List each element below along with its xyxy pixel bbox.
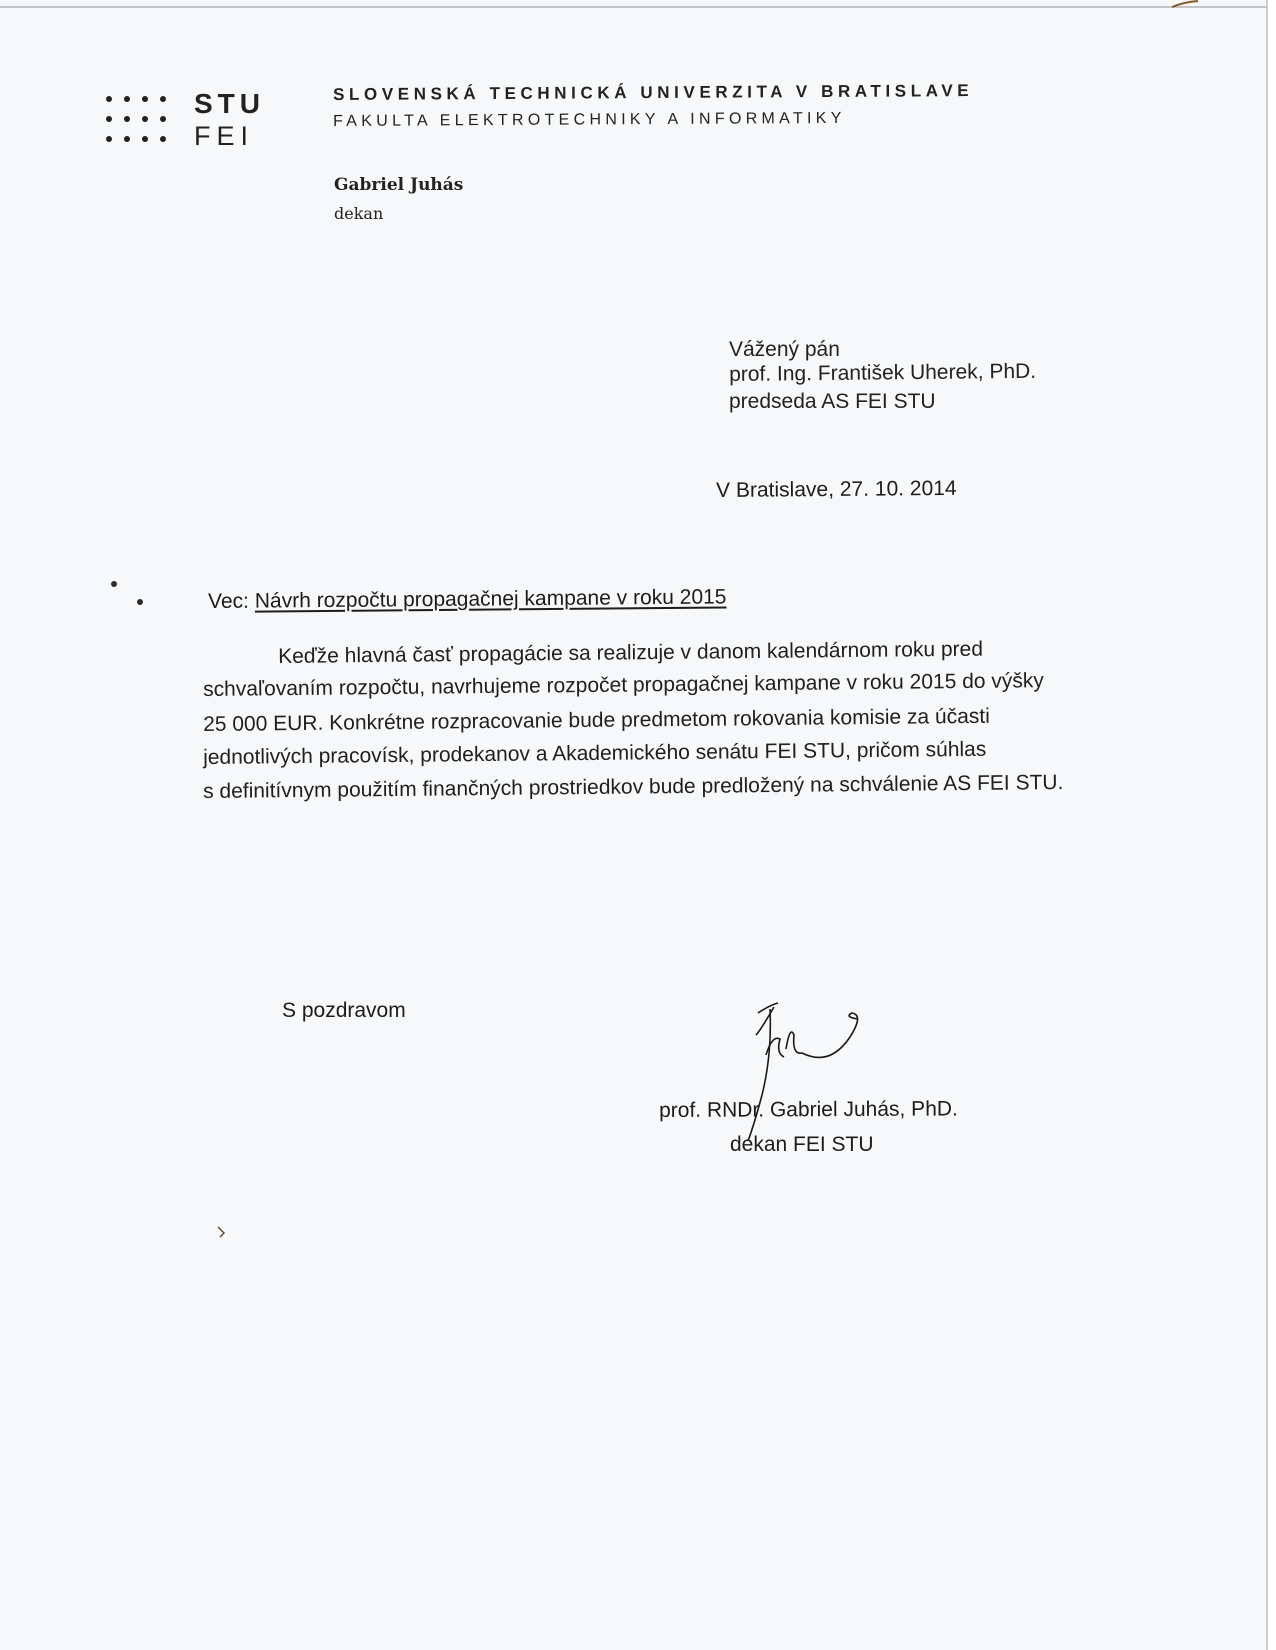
- recipient-role: predseda AS FEI STU: [729, 390, 936, 413]
- paper-speck: [216, 1225, 228, 1239]
- subject-text: Návrh rozpočtu propagačnej kampane v roku 2015: [254, 585, 727, 613]
- subject-label: Vec:: [208, 589, 250, 613]
- closing-greeting: S pozdravom: [282, 999, 406, 1022]
- body-line: Keďže hlavná časť propagácie sa realizuje v danom kalendárnom roku pred: [278, 637, 984, 668]
- signatory-name: prof. RNDr. Gabriel Juhás, PhD.: [659, 1097, 958, 1122]
- sender-role: dekan: [334, 204, 384, 223]
- margin-dot: [137, 599, 143, 605]
- recipient-name: prof. Ing. František Uherek, PhD.: [729, 359, 1037, 386]
- sender-name: Gabriel Juhás: [334, 175, 464, 195]
- corner-scan-mark: [1170, 0, 1200, 8]
- faculty-name: FAKULTA ELEKTROTECHNIKY A INFORMATIKY: [333, 109, 846, 130]
- body-line: schvaľovaním rozpočtu, navrhujeme rozpočet propagačnej kampane v roku 2015 do výšky: [203, 669, 1044, 701]
- letter-date: V Bratislave, 27. 10. 2014: [716, 476, 957, 502]
- margin-dot: [111, 581, 117, 587]
- body-line: s definitívnym použitím finančných prostriedkov bude predložený na schválenie AS FEI STU.: [203, 770, 1064, 803]
- stu-logo-dots: [106, 96, 172, 144]
- logo-fei-text: FEI: [194, 121, 255, 151]
- handwritten-signature: [740, 995, 880, 1145]
- subject-line: [208, 585, 727, 614]
- body-line: jednotlivých pracovísk, prodekanov a Akademického senátu FEI STU, pričom súhlas: [203, 737, 987, 769]
- recipient-salutation: Vážený pán: [729, 338, 840, 361]
- logo-stu-text: STU: [194, 88, 265, 119]
- university-name: SLOVENSKÁ TECHNICKÁ UNIVERZITA V BRATISLAVE: [333, 81, 974, 104]
- signatory-role: dekan FEI STU: [730, 1133, 874, 1156]
- scan-top-edge: [0, 6, 1266, 8]
- body-line: 25 000 EUR. Konkrétne rozpracovanie bude predmetom rokovania komisie za účasti: [203, 704, 990, 736]
